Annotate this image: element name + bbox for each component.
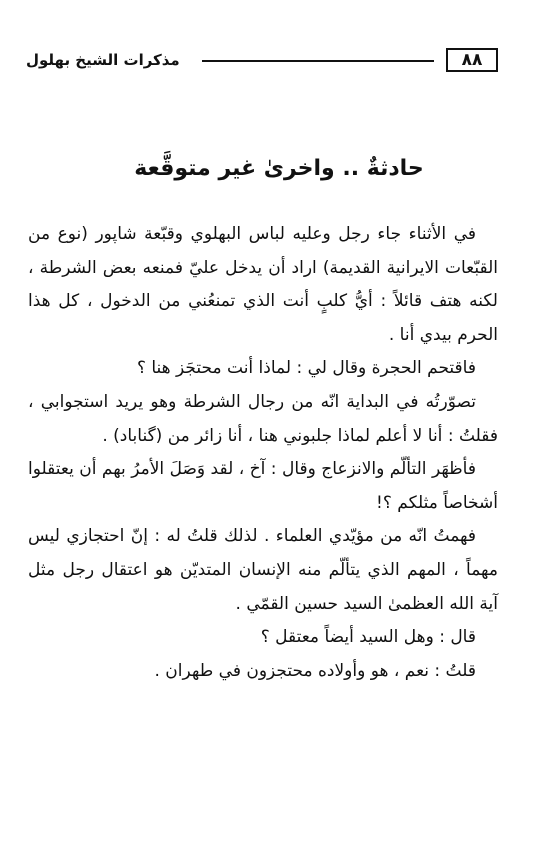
page-number: ٨٨	[446, 48, 498, 72]
body-text	[28, 218, 498, 688]
paragraph: في الأثناء جاء رجل وعليه لباس البهلوي وقبّعة شاپور (نوع من القبّعات الايرانية القديمة) اراد أن يدخل عليّ فمنعه بعض الشرطة ، لكنه هتف قائلاً : أيُّ كلبٍ أنت الذي تمنعُني من الدخول ، كل هذا الحرم بيدي أنا .	[28, 224, 498, 345]
paragraph: فاقتحم الحجرة وقال لي : لماذا أنت محتجَز هنا ؟	[136, 358, 476, 379]
header-rule	[202, 60, 434, 62]
paragraph: قال : وهل السيد أيضاً معتقل ؟	[260, 627, 476, 648]
paragraph: فهمتُ انّه من مؤيّدي العلماء . لذلك قلتُ له : إنّ احتجازي ليس مهماً ، المهم الذي يتألّم منه الإنسان المتديّن هو اعتقال رجل مثل آية الله العظمىٰ السيد حسين القمّي .	[28, 526, 498, 614]
chapter-title: حادثةٌ .. واخرىٰ غير متوقَّعة	[134, 156, 424, 181]
running-title: مذكرات الشيخ بهلول	[26, 51, 180, 69]
paragraph: قلتُ : نعم ، هو وأولاده محتجزون في طهران .	[154, 660, 476, 681]
running-header	[26, 46, 498, 76]
paragraph: تصوّرتُه في البداية انّه من رجال الشرطة وهو يريد استجوابي ، فقلتُ : أنا لا أعلم لماذا جلبوني هنا ، أنا زائر من (گناباد) .	[28, 391, 498, 446]
paragraph: فأظهَر التألّم والانزعاج وقال : آخ ، لقد وَصَلَ الأمرُ بهم أن يعتقلوا أشخاصاً مثلكم ؟!	[28, 459, 498, 513]
